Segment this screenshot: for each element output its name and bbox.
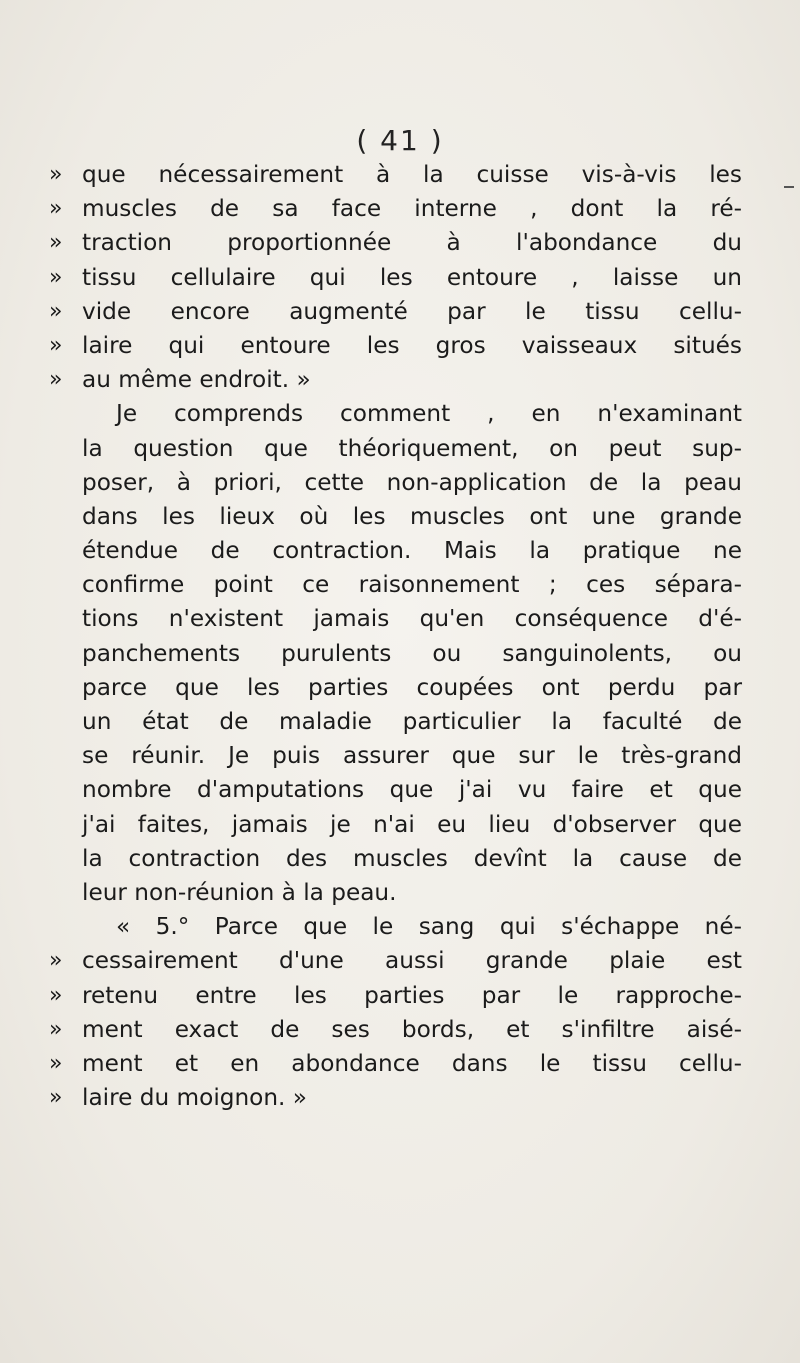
line-text: nombre d'amputations que j'ai vu faire et que [82, 776, 742, 804]
guillemet-mark: » [49, 1050, 63, 1076]
page-number: ( 41 ) [356, 124, 444, 157]
line-text: la question que théoriquement, on peut sup- [82, 434, 742, 462]
guillemet-mark: » [49, 367, 63, 393]
text-line [82, 842, 742, 876]
guillemet-mark: » [49, 230, 63, 256]
line-text: j'ai faites, jamais je n'ai eu lieu d'observer que [82, 810, 742, 838]
text-line [49, 1013, 742, 1047]
guillemet-mark: » [49, 162, 63, 187]
guillemet-mark: » [49, 298, 63, 324]
text-line [82, 432, 742, 466]
text-line [49, 295, 742, 329]
guillemet-mark: » [49, 1016, 63, 1042]
line-text: que nécessairement à la cuisse vis-à-vis les [82, 161, 742, 188]
line-text: panchements purulents ou sanguinolents, ou [82, 639, 742, 667]
text-line [82, 705, 742, 739]
text-line [82, 739, 742, 773]
text-line [49, 261, 742, 295]
line-text: dans les lieux où les muscles ont une grande [82, 502, 742, 530]
line-text: se réunir. Je puis assurer que sur le très-grand [82, 742, 742, 770]
text-line [82, 910, 742, 944]
text-line [82, 500, 742, 534]
body-text [49, 158, 742, 1115]
text-line [49, 979, 742, 1013]
line-text: leur non-réunion à la peau. [82, 878, 397, 906]
line-text: ment et en abondance dans le tissu cellu- [82, 1049, 742, 1077]
text-line [82, 808, 742, 842]
text-line [49, 158, 742, 192]
line-text: laire du moignon. » [82, 1084, 307, 1112]
guillemet-mark: » [49, 196, 63, 222]
line-text: au même endroit. » [82, 366, 311, 394]
text-line [82, 568, 742, 602]
text-line [49, 944, 742, 978]
text-line [49, 192, 742, 226]
text-line [49, 1081, 742, 1115]
guillemet-mark: » [49, 1085, 63, 1111]
guillemet-mark: » [49, 982, 63, 1008]
text-line [49, 329, 742, 363]
text-line [82, 466, 742, 500]
line-text: retenu entre les parties par le rapproche- [82, 981, 742, 1009]
line-text: tissu cellulaire qui les entoure , laisse un [82, 263, 742, 291]
text-line [82, 876, 742, 910]
margin-mark [784, 186, 794, 188]
guillemet-mark: » [49, 264, 63, 290]
line-text: cessairement d'une aussi grande plaie est [82, 947, 742, 975]
line-text: laire qui entoure les gros vaisseaux situés [82, 331, 742, 359]
text-line [82, 671, 742, 705]
line-text: poser, à priori, cette non-application de la peau [82, 468, 742, 496]
line-text: muscles de sa face interne , dont la ré- [82, 195, 742, 223]
text-line [49, 363, 742, 397]
text-line [82, 637, 742, 671]
text-line [49, 1047, 742, 1081]
line-text: parce que les parties coupées ont perdu par [82, 673, 742, 701]
line-text: vide encore augmenté par le tissu cellu- [82, 297, 742, 325]
guillemet-mark: » [49, 332, 63, 358]
text-line [82, 534, 742, 568]
line-text: traction proportionnée à l'abondance du [82, 229, 742, 257]
line-text: étendue de contraction. Mais la pratique ne [82, 537, 742, 565]
line-text: un état de maladie particulier la faculté de [82, 708, 742, 735]
text-line [82, 773, 742, 807]
text-line [49, 226, 742, 260]
guillemet-mark: » [49, 948, 63, 974]
text-line [82, 602, 742, 636]
line-text: confirme point ce raisonnement ; ces sépara- [82, 571, 742, 599]
line-text: ment exact de ses bords, et s'infiltre aisé- [82, 1015, 742, 1043]
line-text: Je comprends comment , en n'examinant [116, 400, 742, 428]
line-text: tions n'existent jamais qu'en conséquence d'é- [82, 605, 742, 633]
line-text: la contraction des muscles devînt la cause de [82, 844, 742, 872]
text-line [82, 397, 742, 431]
line-text: « 5.° Parce que le sang qui s'échappe né- [116, 913, 742, 941]
